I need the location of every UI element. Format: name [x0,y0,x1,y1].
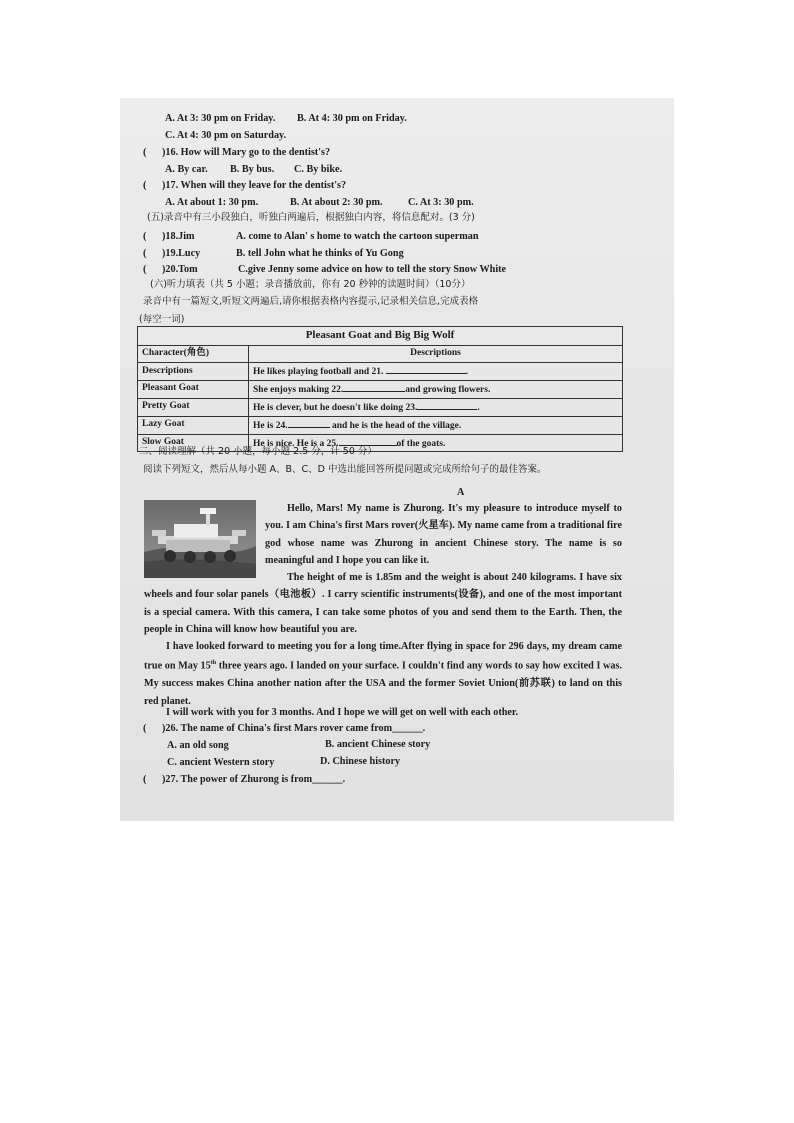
reading-heading: 二、阅读理解（共 20 小题，每小题 2.5 分，计 50 分） [139,446,377,457]
passage-paragraph-1: Hello, Mars! My name is Zhurong. It's my pleasure to introduce myself to you. I am China's first Mars rover(火星车). My name came from a traditional fire god whose name was Zhurong in ancient Chinese story. The name is so meaningful and I hope you can like it. [265,503,622,567]
section6-instruction-3: (每空一词) [139,314,185,325]
match-option-c: C.give Jenny some advice on how to tell the story Snow White [238,264,507,275]
q17-stem: )17. When will they leave for the dentist's? [162,180,347,191]
table-cell-character: Pretty Goat [138,398,249,416]
table-cell-character: Lazy Goat [138,416,249,434]
answer-blank-21[interactable] [386,364,466,374]
description-text: She enjoys making 22. [253,384,344,395]
table-row [138,380,623,398]
q15-option-b: B. At 4: 30 pm on Friday. [297,113,407,124]
table-cell-character: Slow Goat [138,434,249,452]
q26-option-b: B. ancient Chinese story [325,739,431,750]
passage-paragraph-2: The height of me is 1.85m and the weight is about 240 kilograms. I have six wheels and four solar panels（电池板）. I carry scientific instruments(设备), and one of the most important is a special camera. With this camera, I can take some photos of you and send them to the Earth. Then, the people in China will know how beautiful you are. [144,572,622,636]
table-cell-description [249,398,623,416]
q26-stem: )26. The name of China's first Mars rover came from______. [162,723,426,734]
description-text: He is 24. [253,420,288,431]
q18-label: )18.Jim [162,231,195,242]
q26-option-a: A. an old song [167,740,229,751]
q17-option-b: B. At about 2: 30 pm. [290,197,383,208]
description-end: of the goats. [396,438,446,449]
match-option-b: B. tell John what he thinks of Yu Gong [236,248,404,259]
description-end: and he is the head of the village. [331,420,462,431]
q27-stem: )27. The power of Zhurong is from______. [162,774,346,785]
q15-option-c: C. At 4: 30 pm on Saturday. [165,130,287,141]
description-end: and growing flowers. [405,384,491,395]
description-text: He likes playing football and 21. [253,367,384,377]
paragraph-3-text-cont: three years ago. I landed on your surface. I couldn't find any words to say how excited I was. My success makes China another nation after the USA and the former Soviet Union(前苏联) to land on this red planet. [144,660,622,707]
q17-paren: ( [143,180,147,191]
q27-paren: ( [143,774,147,785]
section6-instruction: (六)听力填表（共 5 小题；录音播放前，你有 20 秒钟的读题时间）（10分） [150,279,471,290]
section5-instruction: (五)录音中有三小段独白，听独白两遍后，根据独白内容，将信息配对。(3 分) [147,212,475,223]
rover-image [144,500,256,578]
ordinal-suffix: th [210,660,217,667]
passage-paragraph-3 [144,638,622,710]
listening-table [137,326,623,452]
table-cell-character: Pleasant Goat [138,380,249,398]
q26-paren: ( [143,723,147,734]
q19-paren: ( [143,248,147,259]
q19-label: )19.Lucy [162,248,201,259]
passage-paragraph-4: I will work with you for 3 months. And I hope we will get on well with each other. [166,707,519,718]
q17-option-c: C. At 3: 30 pm. [408,197,474,208]
description-text: He is nice. He is a 25. [253,438,339,449]
q26-option-c: C. ancient Western story [167,757,275,768]
table-cell-description [249,380,623,398]
reading-instruction: 阅读下列短文，然后从每小题 A、B、C、D 中选出能回答所提问题或完成所给句子的最佳答案。 [143,464,547,475]
description-end: . [465,367,469,377]
table-cell-description [249,363,623,381]
answer-blank-25[interactable] [339,436,397,446]
table-header-character: Character(角色) [138,346,249,363]
paragraph-3-text: I have looked forward to meeting you for a long time.After flying in space for 296 days, my dream came true on May 15 [144,641,622,672]
q18-paren: ( [143,231,147,242]
q16-option-b: B. By bus. [230,164,275,175]
q16-stem: )16. How will Mary go to the dentist's? [162,147,331,158]
mars-rover-photo [144,500,256,578]
match-option-a: A. come to Alan' s home to watch the cartoon superman [236,231,479,242]
description-end: . [477,402,480,413]
section6-instruction-2: 录音中有一篇短文,听短文两遍后,请你根据表格内容提示,记录相关信息,完成表格 [143,296,479,307]
exam-sheet [120,98,674,821]
answer-blank-24[interactable] [288,418,330,428]
answer-blank-23[interactable] [417,400,477,410]
table-row [138,416,623,434]
table-cell-description [249,416,623,434]
q15-option-a: A. At 3: 30 pm on Friday. [165,113,276,124]
table-row [138,398,623,416]
q20-label: )20.Tom [162,264,198,275]
q16-option-c: C. By bike. [294,164,343,175]
description-text: He is clever, but he doesn't like doing 23. [253,402,418,413]
q26-option-d: D. Chinese history [320,756,401,767]
q17-option-a: A. At about 1: 30 pm. [165,197,259,208]
answer-blank-22[interactable] [343,382,405,392]
passage-label: A [457,487,465,498]
table-row [138,363,623,381]
table-title: Pleasant Goat and Big Big Wolf [138,327,623,346]
table-header-descriptions: Descriptions [249,346,623,363]
q16-option-a: A. By car. [165,164,208,175]
q20-paren: ( [143,264,147,275]
table-cell-character: Descriptions [138,363,249,381]
q16-paren: ( [143,147,147,158]
